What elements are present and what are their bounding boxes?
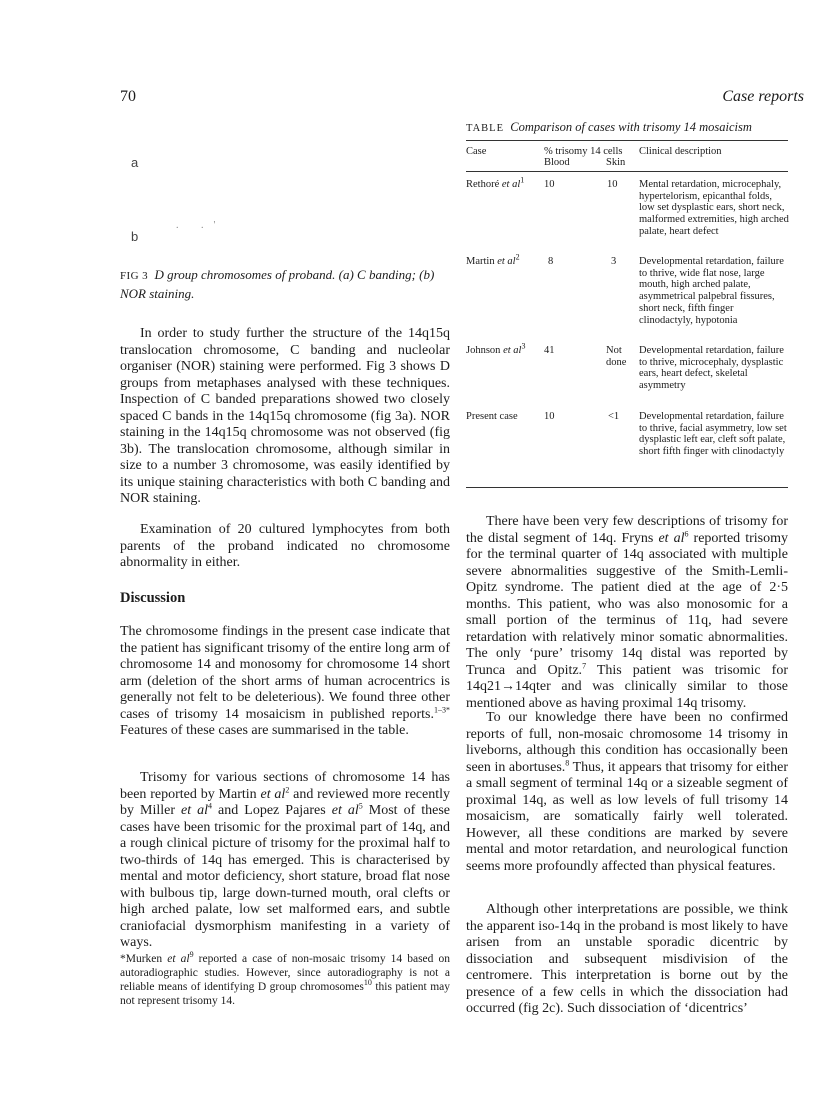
citation-ref: 2 <box>515 252 520 262</box>
table-header-clinical: Clinical description <box>639 146 722 157</box>
citation-ref: 5 <box>358 801 363 811</box>
para-text: This patient was trisomic for 14q21→14qter and was clinically similar to those mentioned above as having proximal 14q trisomy. <box>466 662 788 711</box>
table-label: TABLE <box>466 123 504 134</box>
citation-ref: 10 <box>363 978 372 988</box>
figure-specks: . .' <box>176 220 226 231</box>
footnote-text: reported a case of non-mosaic trisomy 14 based on autoradiographic studies. However, since autoradiography is not a reliable means of identifying D group chromosomes <box>120 953 450 993</box>
para-text: Features of these cases are summarised in the table. <box>120 723 409 738</box>
right-paragraph-full-trisomy <box>466 710 788 875</box>
et-al: et al <box>181 803 209 818</box>
case-name: Rethoré <box>466 179 500 190</box>
left-paragraph-discussion-1 <box>120 624 450 740</box>
citation-ref: 6 <box>684 528 689 538</box>
table-row-blood: 41 <box>544 345 555 356</box>
table-row-blood: 10 <box>544 179 555 190</box>
figure-caption-text: D group chromosomes of proband. (a) C banding; (b) NOR staining. <box>120 267 435 301</box>
table-header-skin: Skin <box>606 157 626 168</box>
footnote <box>120 952 450 1008</box>
et-al: et al <box>658 530 685 546</box>
para-text: reported trisomy for the terminal quarter of 14q associated with multiple severe abnormalities suggestive of the Smith-Lemli-Opitz syndrome. The patient died at the age of 2·5 months. This patient, who was also monosomic for a small portion of the terminus of 11q, had severe retardation with relatively minor somatic abnormalities. The only ‘pure’ trisomy 14q distal was reported by Trunca and Opitz. <box>466 530 788 678</box>
figure-panel-b-label: b <box>131 229 139 244</box>
citation-ref: 4 <box>208 801 213 811</box>
table-row-clinical: Mental retardation, microcephaly, hypertelorism, epicanthal folds, low set dysplastic ears, short neck, malformed extremities, high arched palate, heart defect <box>639 179 789 237</box>
para-text: and reviewed more recently by Miller <box>120 786 450 818</box>
table-row-case <box>466 341 526 357</box>
table-header-rule <box>466 171 788 172</box>
table-row-blood: 10 <box>544 411 555 422</box>
para-text: There have been very few descriptions of trisomy for the distal segment of 14q. Fryns <box>466 514 788 546</box>
citation-ref: 2 <box>285 784 290 794</box>
right-paragraph-distal-trisomy <box>466 514 788 712</box>
left-paragraph-discussion-2 <box>120 770 450 952</box>
figure-caption <box>120 266 440 302</box>
table-row-skin: 3 <box>611 256 617 267</box>
et-al: et al <box>497 256 516 267</box>
footnote-marker: * <box>446 704 450 714</box>
table-top-rule <box>466 140 788 141</box>
para-text: The chromosome findings in the present case indicate that the patient has significant trisomy of the entire long arm of chromosome 14 and monosomy for chromosome 14 short arm (deletion of the short arms of human acrocentrics is generally not felt to be deleterious). We found three other cases of trisomy 14 mosaicism in published reports. <box>120 624 450 722</box>
running-head: Case reports <box>722 88 804 105</box>
para-text: and Lopez Pajares <box>212 803 332 818</box>
para-text: Thus, it appears that trisomy for either a small segment of terminal 14q or a sizeable segment of proximal 14q, as well as low levels of full trisomy 14 mosaicism, are somatically fairly well tolerated. However, all these conditions are marked by severe mental and motor retardation, and neurological function seems more profoundly affected than physical features. <box>466 759 788 874</box>
table-row-case <box>466 411 518 423</box>
table-header-blood: Blood <box>544 157 570 168</box>
table-row-clinical: Developmental retardation, failure to thrive, facial asymmetry, low set dysplastic left ear, cleft soft palate, short fifth finger with clinodactyly <box>639 411 787 458</box>
citation-ref: 1–3 <box>434 704 446 714</box>
footnote-text: *Murken <box>120 953 168 965</box>
citation-ref: 1 <box>520 175 525 185</box>
et-al: et al <box>501 179 521 190</box>
citation-ref: 3 <box>521 341 526 351</box>
para-text: To our knowledge there have been no confirmed reports of full, non-mosaic chromosome 14 trisomy in liveborns, although this condition has occasionally been seen in abortuses. <box>466 710 788 775</box>
case-name: Martin <box>466 256 495 267</box>
table-title <box>466 120 752 135</box>
table-row-case <box>466 252 520 268</box>
case-name: Present case <box>466 411 518 422</box>
section-heading-discussion: Discussion <box>120 590 186 606</box>
table-row-blood: 8 <box>548 256 554 267</box>
figure-number: FIG 3 <box>120 270 148 282</box>
para-text: Trisomy for various sections of chromosome 14 has been reported by Martin <box>120 770 450 802</box>
citation-ref: 7 <box>582 660 587 670</box>
para-text: Most of these cases have been trisomic for the proximal part of 14q, and a rough clinical picture of trisomy for the proximal half to two-thirds of 14q has emerged. This is characterised by mental and motor deficiency, short stature, broad flat nose with bulbous tip, large down-turned mouth, oral clefts or high arched palate, low set malformed ears, and subtle craniofacial dysmorphism manifesting in a variety of ways. <box>120 803 451 950</box>
table-row-case <box>466 175 525 191</box>
figure-panel-a-label: a <box>131 155 139 170</box>
case-name: Johnson <box>466 345 501 356</box>
footnote-text: this patient may not represent trisomy 14. <box>120 981 450 1007</box>
table-bottom-rule <box>466 487 788 488</box>
et-al: et al <box>167 953 190 965</box>
table-row-skin: <1 <box>608 411 620 422</box>
et-al: et al <box>331 803 359 818</box>
table-row-clinical: Developmental retardation, failure to thrive, wide flat nose, large mouth, high arched palate, asymmetrical palpebral fissures, short neck, fifth finger clinodactyly, hypotonia <box>639 256 784 326</box>
left-paragraph-methods: In order to study further the structure of the 14q15q translocation chromosome, C banding and nucleolar organiser (NOR) staining were performed. Fig 3 shows D groups from metaphases analysed with these techniques. Inspection of C banded preparations showed two closely spaced C bands in the 14q15q chromosome (fig 3a). NOR staining in the 14q15q chromosome was not observed (fig 3b). The translocation chromosome, although similar in size to a number 3 chromosome, was easily identified by its unique staining characteristics with both C banding and NOR staining. <box>120 326 450 506</box>
left-paragraph-parents: Examination of 20 cultured lymphocytes from both parents of the proband indicated no chromosome abnormality in either. <box>120 522 450 570</box>
table-row-skin: Not done <box>606 345 627 368</box>
table-header-case: Case <box>466 146 487 157</box>
et-al: et al <box>260 786 286 802</box>
table-title-text: Comparison of cases with trisomy 14 mosaicism <box>510 120 752 134</box>
table-row-skin: 10 <box>607 179 618 190</box>
et-al: et al <box>503 345 522 356</box>
right-paragraph-interpretation: Although other interpretations are possible, we think the apparent iso-14q in the proband is most likely to have arisen from an unstable sporadic dicentric by dissociation and subsequent misdivision of the centromere. This interpretation is borne out by the presence of a few cells in which the dissociation had occurred (fig 2c). Such dissociation of ‘dicentrics’ <box>466 902 788 1016</box>
citation-ref: 9 <box>189 950 194 960</box>
page-number: 70 <box>120 88 136 105</box>
table-row-clinical: Developmental retardation, failure to thrive, microcephaly, dysplastic ears, heart defect, skeletal asymmetry <box>639 345 784 392</box>
table-header-trisomy: % trisomy 14 cells <box>544 146 623 157</box>
citation-ref: 8 <box>565 757 570 767</box>
